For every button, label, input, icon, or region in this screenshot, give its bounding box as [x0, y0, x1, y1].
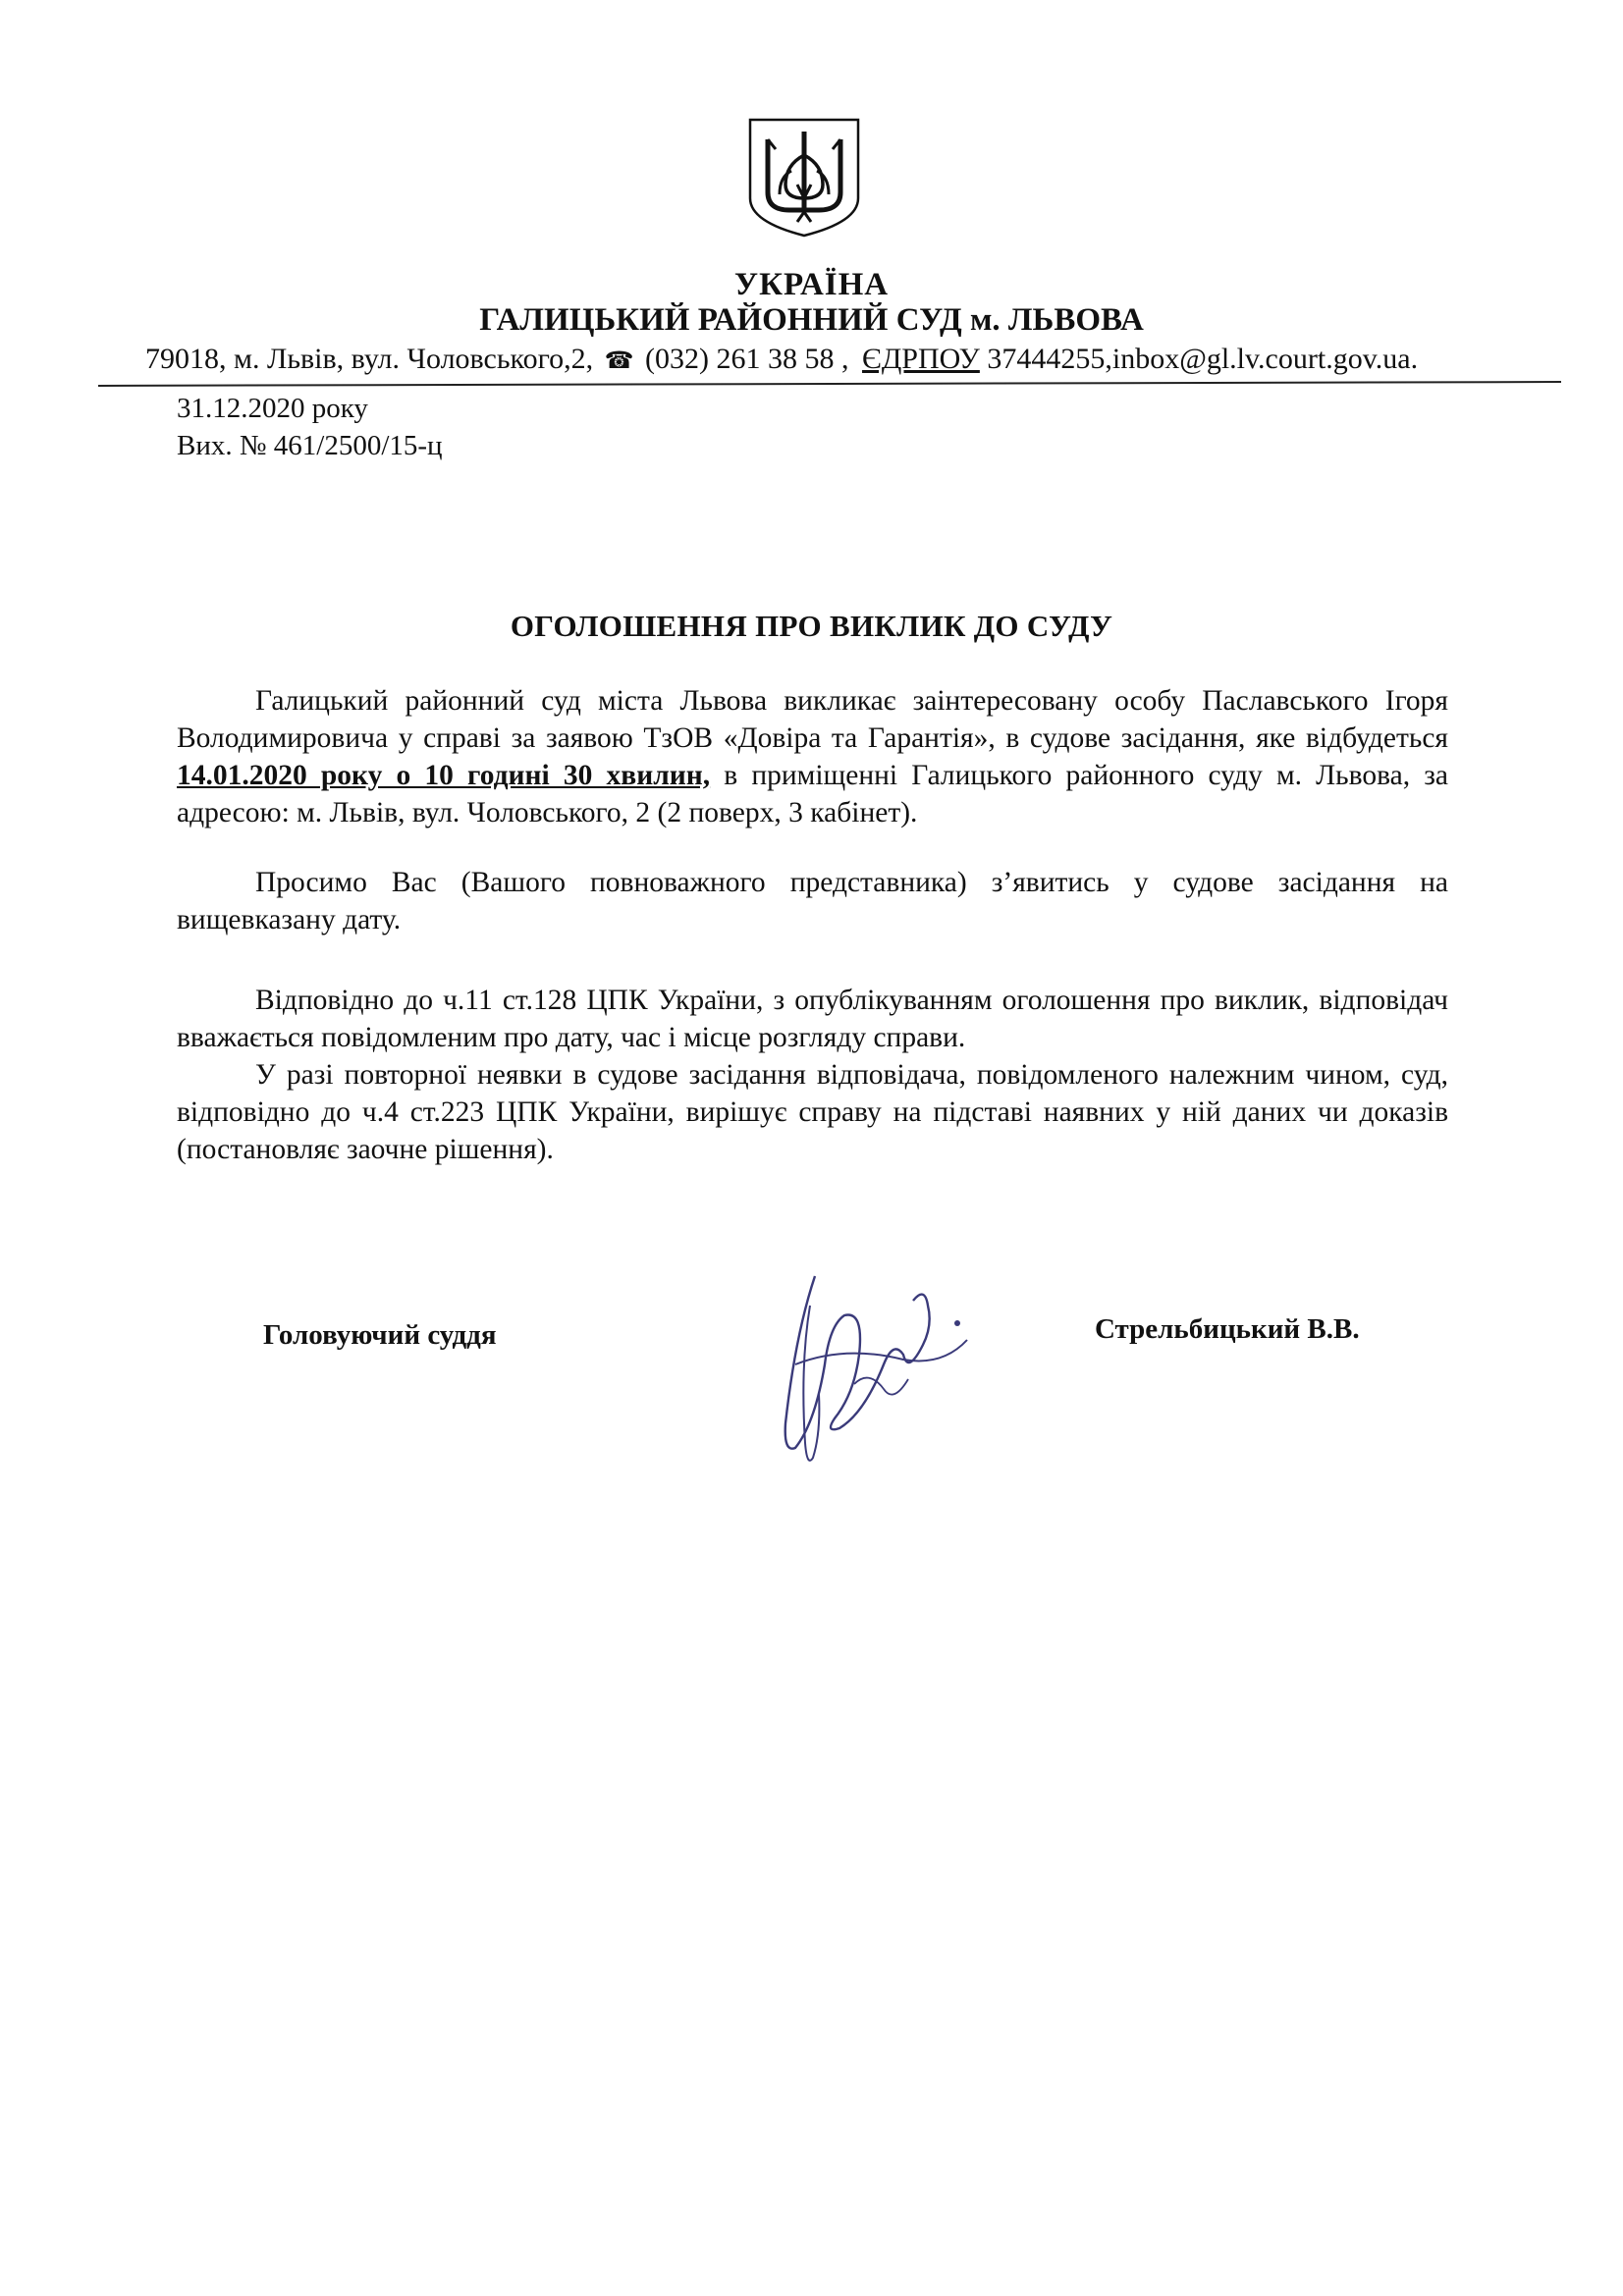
phone-icon: ☎	[604, 348, 634, 374]
letter-date: 31.12.2020 року	[177, 393, 368, 424]
court-name-heading: ГАЛИЦЬКИЙ РАЙОННИЙ СУД м. ЛЬВОВА	[479, 302, 1144, 338]
presiding-judge-label: Головуючий суддя	[263, 1319, 497, 1351]
edrpou-label: ЄДРПОУ	[862, 343, 980, 375]
default-judgment-paragraph: У разі повторної неявки в судове засідання відповідача, повідомленого належним чином, суд, відповідно до ч.4 ст.223 ЦПК України, вирішує справу на підставі наявних у ній даних чи доказів (постановляє заочне рішення).	[177, 1059, 1448, 1165]
court-phone: (032) 261 38 58 ,	[645, 343, 849, 375]
summons-paragraph	[177, 682, 1448, 831]
edrpou-and-email: 37444255,inbox@gl.lv.court.gov.ua.	[987, 343, 1419, 375]
outgoing-number: Вих. № 461/2500/15-ц	[177, 430, 443, 461]
notice-paragraph: Відповідно до ч.11 ст.128 ЦПК України, з опублікуванням оголошення про виклик, відповідач вважається повідомленим про дату, час і місце розгляду справи.	[177, 985, 1448, 1053]
summons-text-end: в приміщенні Галицького районного суду м. Львова, за адресою: м. Львів, вул. Чоловського, 2 (2 поверх, 3 кабінет).	[177, 760, 1448, 828]
hearing-datetime: 14.01.2020 року о 10 годині 30 хвилин,	[177, 760, 711, 791]
request-paragraph: Просимо Вас (Вашого повноважного представника) з’явитись у судове засідання на вищевказану дату.	[177, 867, 1448, 935]
judge-name: Стрельбицький В.В.	[1095, 1313, 1360, 1345]
country-heading: УКРАЇНА	[733, 267, 890, 302]
court-address: 79018, м. Львів, вул. Чоловського,2,	[145, 343, 594, 375]
summons-text-start: Галицький районний суд міста Львова викликає заінтересовану особу Паславського Ігоря Володимировича у справі за заявою ТзОВ «Довіра та Гарантія», в судове засідання, яке відбудеться	[177, 685, 1448, 754]
handwritten-signature-icon	[756, 1247, 982, 1482]
header-divider	[98, 381, 1561, 387]
trident-emblem-icon	[746, 116, 862, 240]
document-title: ОГОЛОШЕННЯ ПРО ВИКЛИК ДО СУДУ	[510, 609, 1113, 643]
court-contacts	[145, 343, 1540, 376]
